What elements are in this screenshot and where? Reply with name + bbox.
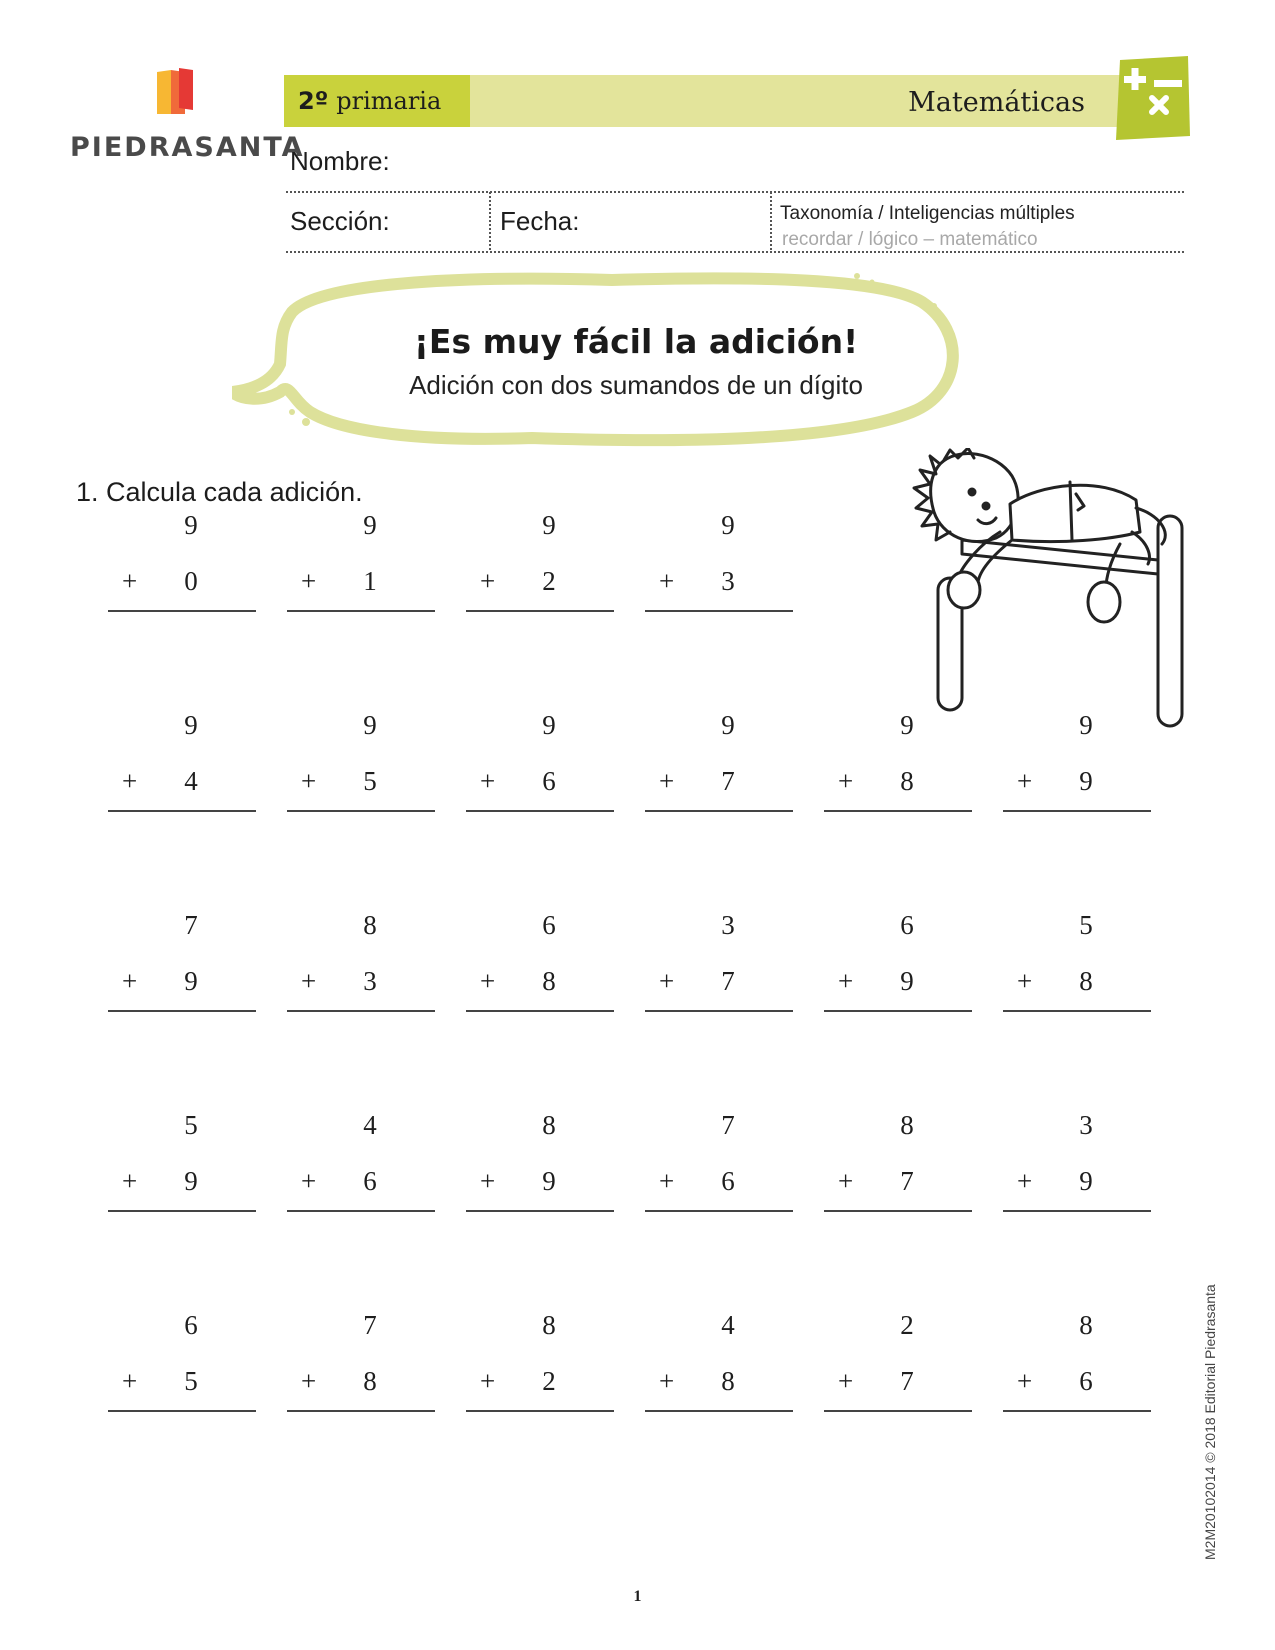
answer-line[interactable] — [466, 810, 614, 812]
addition-problem — [1003, 910, 1151, 1020]
addition-problem — [287, 710, 435, 820]
name-label: Nombre: — [290, 146, 390, 176]
first-addend: 8 — [363, 910, 377, 940]
second-addend: 8 — [900, 766, 914, 796]
second-addend: 2 — [542, 566, 556, 596]
addition-problem — [1003, 1110, 1151, 1220]
addition-problem — [645, 510, 793, 620]
answer-line[interactable] — [287, 810, 435, 812]
second-addend: 6 — [542, 766, 556, 796]
second-addend: 7 — [900, 1166, 914, 1196]
grade-badge — [284, 75, 470, 127]
first-addend: 8 — [1079, 1310, 1093, 1340]
answer-line[interactable] — [466, 1010, 614, 1012]
addition-problem — [287, 1110, 435, 1220]
addition-problem — [824, 1310, 972, 1420]
answer-line[interactable] — [824, 1010, 972, 1012]
second-addend: 8 — [363, 1366, 377, 1396]
answer-line[interactable] — [108, 610, 256, 612]
addition-problem — [824, 910, 972, 1020]
second-addend: 6 — [1079, 1366, 1093, 1396]
plus-sign: + — [480, 1366, 496, 1396]
answer-line[interactable] — [1003, 1010, 1151, 1012]
banner-subtitle: Adición con dos sumandos de un dígito — [409, 370, 863, 400]
answer-line[interactable] — [645, 1210, 793, 1212]
second-addend: 9 — [1079, 766, 1093, 796]
addition-problem — [108, 710, 256, 820]
plus-sign: + — [1017, 766, 1033, 796]
answer-line[interactable] — [287, 1410, 435, 1412]
first-addend: 4 — [721, 1310, 735, 1340]
second-addend: 8 — [721, 1366, 735, 1396]
addition-problem — [287, 910, 435, 1020]
page-number: 1 — [633, 1588, 642, 1605]
plus-sign: + — [122, 566, 138, 596]
book-logo-icon — [149, 64, 205, 116]
plus-sign: + — [480, 766, 496, 796]
plus-sign: + — [659, 966, 675, 996]
copyright-code: M2M20102014 © 2018 Editorial Piedrasanta — [1202, 1284, 1218, 1560]
answer-line[interactable] — [824, 1210, 972, 1212]
addition-problem — [466, 510, 614, 620]
answer-line[interactable] — [645, 810, 793, 812]
plus-sign: + — [1017, 1366, 1033, 1396]
plus-sign: + — [659, 1166, 675, 1196]
plus-sign: + — [1017, 966, 1033, 996]
answer-line[interactable] — [108, 1410, 256, 1412]
grade-word: primaria — [336, 87, 442, 115]
first-addend: 8 — [900, 1110, 914, 1140]
plus-sign: + — [122, 1166, 138, 1196]
first-addend: 9 — [721, 510, 735, 540]
addition-problem — [645, 1310, 793, 1420]
plus-minus-times-icon — [1114, 56, 1192, 142]
plus-sign: + — [480, 566, 496, 596]
date-label: Fecha: — [500, 206, 580, 236]
plus-sign: + — [659, 766, 675, 796]
publisher-logo — [64, 64, 305, 174]
answer-line[interactable] — [287, 1010, 435, 1012]
addition-problem — [108, 910, 256, 1020]
second-addend: 3 — [721, 566, 735, 596]
second-addend: 9 — [900, 966, 914, 996]
answer-line[interactable] — [466, 1210, 614, 1212]
first-addend: 3 — [721, 910, 735, 940]
first-addend: 8 — [542, 1110, 556, 1140]
addition-problem — [287, 510, 435, 620]
answer-line[interactable] — [287, 610, 435, 612]
first-addend: 9 — [900, 710, 914, 740]
addition-problem — [287, 1310, 435, 1420]
addition-problem — [108, 510, 256, 620]
section-label: Sección: — [290, 206, 390, 236]
plus-sign: + — [838, 1366, 854, 1396]
first-addend: 9 — [363, 710, 377, 740]
second-addend: 4 — [184, 766, 198, 796]
answer-line[interactable] — [466, 1410, 614, 1412]
addition-problem — [108, 1110, 256, 1220]
addition-problem — [1003, 1310, 1151, 1420]
addition-problem — [824, 1110, 972, 1220]
answer-line[interactable] — [287, 1210, 435, 1212]
second-addend: 3 — [363, 966, 377, 996]
second-addend: 5 — [363, 766, 377, 796]
addition-problem — [466, 710, 614, 820]
second-addend: 7 — [721, 966, 735, 996]
first-addend: 9 — [184, 710, 198, 740]
plus-sign: + — [838, 766, 854, 796]
answer-line[interactable] — [824, 810, 972, 812]
first-addend: 5 — [1079, 910, 1093, 940]
grade-number: 2º — [298, 87, 329, 115]
answer-line[interactable] — [1003, 1210, 1151, 1212]
addition-problem — [108, 1310, 256, 1420]
logo-text: PIEDRASANTA — [70, 132, 305, 163]
second-addend: 9 — [542, 1166, 556, 1196]
addition-problem — [645, 710, 793, 820]
plus-sign: + — [122, 1366, 138, 1396]
first-addend: 3 — [1079, 1110, 1093, 1140]
banner-title: ¡Es muy fácil la adición! — [413, 322, 859, 361]
plus-sign: + — [301, 1366, 317, 1396]
second-addend: 9 — [184, 1166, 198, 1196]
plus-sign: + — [480, 966, 496, 996]
second-addend: 9 — [184, 966, 198, 996]
plus-sign: + — [122, 966, 138, 996]
answer-line[interactable] — [824, 1410, 972, 1412]
second-addend: 6 — [363, 1166, 377, 1196]
divider — [286, 251, 1184, 253]
addition-problem — [466, 1310, 614, 1420]
second-addend: 8 — [1079, 966, 1093, 996]
taxonomy-value: recordar / lógico – matemático — [782, 229, 1038, 250]
plus-sign: + — [301, 566, 317, 596]
answer-line[interactable] — [466, 610, 614, 612]
first-addend: 5 — [184, 1110, 198, 1140]
first-addend: 8 — [542, 1310, 556, 1340]
second-addend: 9 — [1079, 1166, 1093, 1196]
first-addend: 6 — [542, 910, 556, 940]
answer-line[interactable] — [1003, 810, 1151, 812]
first-addend: 9 — [1079, 710, 1093, 740]
divider — [489, 192, 491, 250]
plus-sign: + — [838, 966, 854, 996]
second-addend: 0 — [184, 566, 198, 596]
plus-sign: + — [301, 766, 317, 796]
answer-line[interactable] — [645, 610, 793, 612]
answer-line[interactable] — [645, 1010, 793, 1012]
addition-problem — [466, 1110, 614, 1220]
plus-sign: + — [301, 966, 317, 996]
second-addend: 7 — [721, 766, 735, 796]
boy-on-bar-illustration — [900, 448, 1200, 728]
answer-line[interactable] — [1003, 1410, 1151, 1412]
first-addend: 9 — [184, 510, 198, 540]
second-addend: 7 — [900, 1366, 914, 1396]
second-addend: 2 — [542, 1366, 556, 1396]
addition-problem — [645, 910, 793, 1020]
plus-sign: + — [838, 1166, 854, 1196]
first-addend: 4 — [363, 1110, 377, 1140]
first-addend: 9 — [721, 710, 735, 740]
first-addend: 7 — [721, 1110, 735, 1140]
second-addend: 8 — [542, 966, 556, 996]
second-addend: 1 — [363, 566, 377, 596]
first-addend: 9 — [542, 510, 556, 540]
plus-sign: + — [1017, 1166, 1033, 1196]
plus-sign: + — [659, 1366, 675, 1396]
splash-banner — [232, 272, 992, 452]
addition-problem — [645, 1110, 793, 1220]
first-addend: 9 — [363, 510, 377, 540]
divider — [286, 191, 1184, 193]
second-addend: 5 — [184, 1366, 198, 1396]
exercise-instruction: 1. Calcula cada adición. — [76, 477, 363, 507]
answer-line[interactable] — [108, 1210, 256, 1212]
plus-sign: + — [122, 766, 138, 796]
taxonomy-label: Taxonomía / Inteligencias múltiples — [780, 203, 1075, 224]
plus-sign: + — [659, 566, 675, 596]
first-addend: 6 — [900, 910, 914, 940]
answer-line[interactable] — [108, 810, 256, 812]
second-addend: 6 — [721, 1166, 735, 1196]
answer-line[interactable] — [108, 1010, 256, 1012]
first-addend: 9 — [542, 710, 556, 740]
first-addend: 7 — [363, 1310, 377, 1340]
plus-sign: + — [301, 1166, 317, 1196]
answer-line[interactable] — [645, 1410, 793, 1412]
first-addend: 6 — [184, 1310, 198, 1340]
divider — [770, 192, 772, 250]
plus-sign: + — [480, 1166, 496, 1196]
addition-problem — [466, 910, 614, 1020]
subject-title: Matemáticas — [908, 87, 1085, 118]
first-addend: 7 — [184, 910, 198, 940]
first-addend: 2 — [900, 1310, 914, 1340]
